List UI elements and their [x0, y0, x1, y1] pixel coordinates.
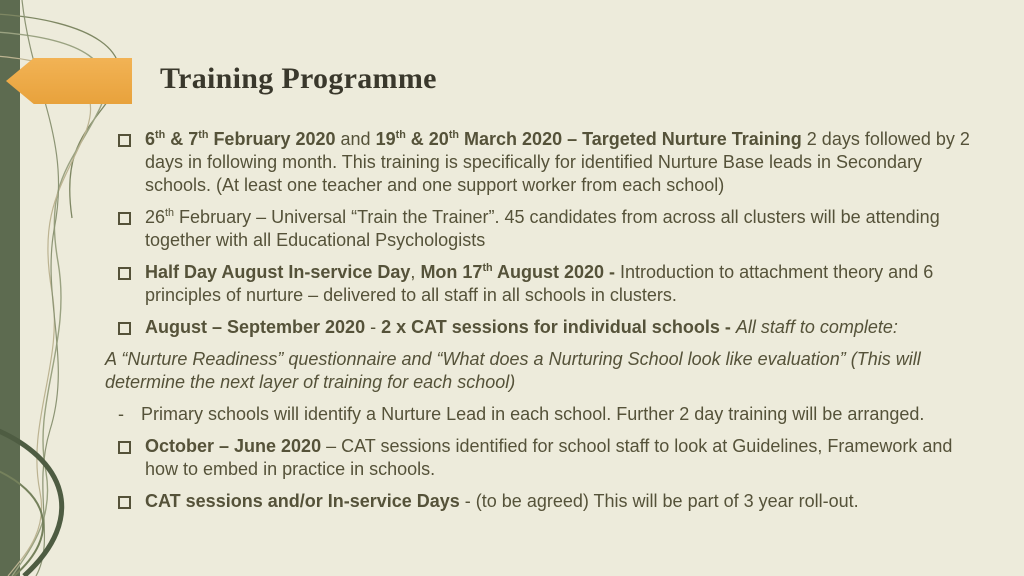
bullet-list-item: [105, 206, 972, 252]
paragraph: [105, 348, 972, 394]
bullet-list-item: [105, 128, 972, 197]
paragraph-text: Half Day August In-service Day, Mon 17th August 2020 - Introduction to attachment theory and 6 principles of nurture – delivered to all staff in all schools in clusters.: [145, 262, 934, 305]
paragraph-text: CAT sessions and/or In-service Days - (to be agreed) This will be part of 3 year roll-out.: [145, 491, 859, 511]
bullet-list-item: [105, 435, 972, 481]
paragraph-text: Primary schools will identify a Nurture Lead in each school. Further 2 day training will be arranged.: [141, 404, 925, 424]
bullet-list-item: [105, 316, 972, 339]
checkbox-bullet-icon: [118, 267, 131, 280]
slide-title: Training Programme: [160, 62, 437, 95]
bullet-list-item: [105, 490, 972, 513]
slide-body: [0, 128, 1024, 522]
bullet-list-item: [105, 261, 972, 307]
paragraph-text: August – September 2020 - 2 x CAT sessions for individual schools - All staff to complete:: [145, 317, 898, 337]
dash-bullet-icon: -: [118, 404, 124, 424]
checkbox-bullet-icon: [118, 212, 131, 225]
paragraph-text: October – June 2020 – CAT sessions identified for school staff to look at Guidelines, Framework and how to embed in practice in schools.: [145, 436, 953, 479]
paragraph-text: 26th February – Universal “Train the Trainer”. 45 candidates from across all clusters will be attending together with all Educational Psychologists: [145, 207, 940, 250]
checkbox-bullet-icon: [118, 496, 131, 509]
checkbox-bullet-icon: [118, 441, 131, 454]
title-arrow-icon: [6, 58, 132, 104]
paragraph-text: A “Nurture Readiness” questionnaire and “What does a Nurturing School look like evaluation” (This will determine the next layer of training for each school): [105, 349, 921, 392]
paragraph-text: 6th & 7th February 2020 and 19th & 20th March 2020 – Targeted Nurture Training 2 days followed by 2 days in following month. This training is specifically for identified Nurture Base leads in Secondary schools. (At least one teacher and one support worker from each school): [145, 129, 970, 195]
checkbox-bullet-icon: [118, 322, 131, 335]
checkbox-bullet-icon: [118, 134, 131, 147]
dash-list-item: [105, 403, 972, 426]
